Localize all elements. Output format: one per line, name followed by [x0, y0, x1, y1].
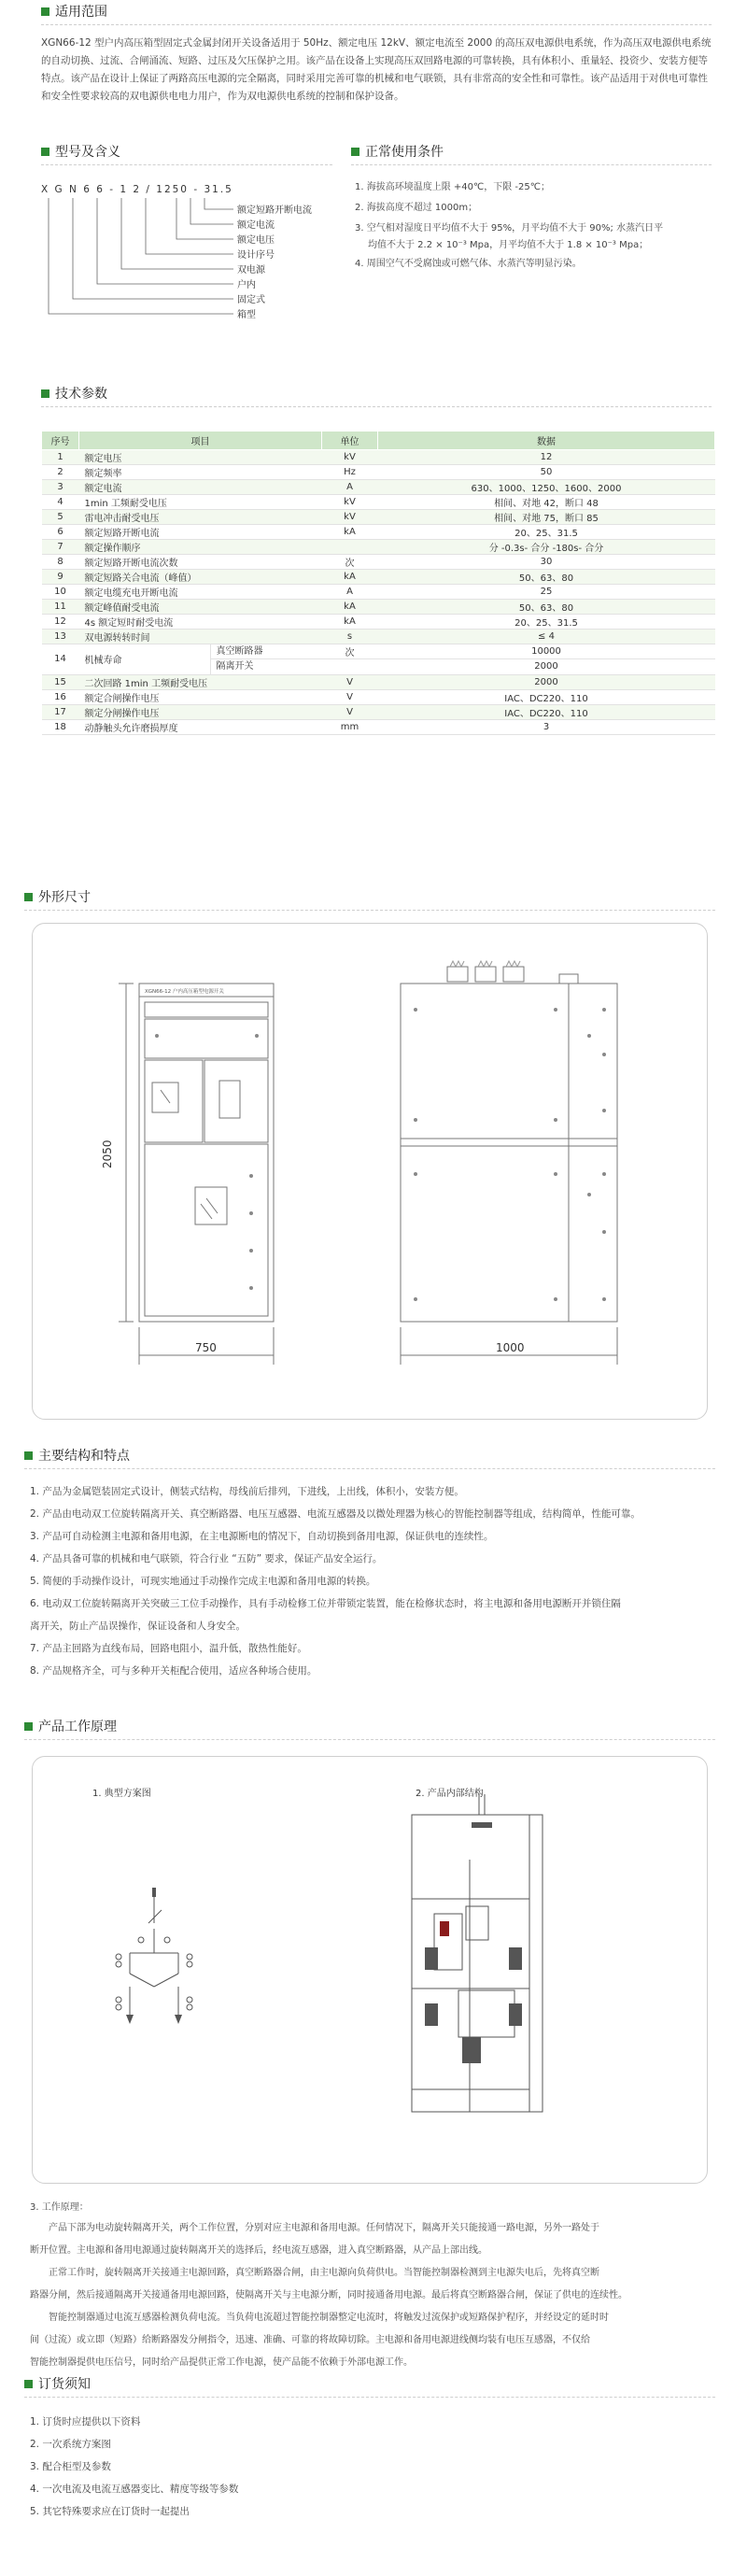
table-row	[42, 495, 715, 510]
model-label-2: 额定电流	[237, 220, 275, 231]
feature-item: 3. 产品可自动检测主电源和备用电源，在主电源断电的情况下，自动切换到备用电源，保证供电的连续性。	[30, 1531, 494, 1542]
model-label-4: 设计序号	[237, 250, 275, 261]
table-cell: 3	[378, 719, 715, 734]
table-row	[42, 674, 715, 689]
model-label-7: 固定式	[237, 295, 265, 305]
principle-line: 智能控制器提供电压信号，同时给产品提供正常工作电源，使产品能不依赖于外部电源工作。	[30, 2357, 413, 2368]
square-bullet-icon	[41, 389, 49, 398]
spec-sub-label: 隔离开关	[216, 660, 254, 672]
table-cell: 2000	[378, 674, 715, 689]
condition-item: 均值不大于 2.2 × 10⁻³ Mpa，月平均值不大于 1.8 × 10⁻³ Mpa；	[368, 240, 649, 250]
table-cell: A	[322, 480, 378, 495]
table-cell: 17	[42, 704, 79, 719]
table-cell: 二次回路 1min 工频耐受电压	[79, 674, 322, 689]
section-principle	[0, 1717, 747, 1740]
feature-item: 1. 产品为金属铠装固定式设计，侧装式结构，母线前后排列，下进线，上出线，体积小，安装方便。	[30, 1486, 464, 1497]
table-cell: 50	[378, 465, 715, 480]
specs-title: 技术参数	[55, 387, 107, 402]
dimensions-frame	[32, 923, 708, 1420]
feature-item: 4. 产品具备可靠的机械和电气联锁，符合行业 “五防” 要求，保证产品安全运行。	[30, 1553, 383, 1564]
table-cell: kV	[322, 495, 378, 510]
table-cell: 50、63、80	[378, 570, 715, 585]
square-bullet-icon	[24, 2380, 33, 2388]
model-label-8: 箱型	[237, 310, 256, 320]
scope-text: XGN66-12 型户内高压箱型固定式金属封闭开关设备适用于 50Hz、额定电压 12kV、额定电流至 2000 的高压双电源供电系统，作为高压双电源供电系统的自动切换、过流、合闸涌流、短路、过压及欠压保护之用。该产品在设备上实现高压双回路电源的可靠转换，具有体积小、重量轻、投资少、安装方便等特点。该产品在设计上保证了两路高压电源的完全隔离，同时采用完善可靠的机械和电气联锁，具有非常高的安全性和可靠性。该产品适用于对供电可靠性和安全性要求较高的双电源供电电力用户，作为双电源供电系统的控制和保护设备。	[41, 37, 712, 102]
condition-item: 3. 空气相对湿度日平均值不大于 95%，月平均值不大于 90%; 水蒸汽日平	[355, 223, 664, 234]
table-cell: A	[322, 585, 378, 600]
figure-1-title: 1. 典型方案图	[92, 1789, 151, 1799]
square-bullet-icon	[24, 893, 33, 901]
principle-drawing	[33, 1757, 709, 2185]
table-cell: 20、25、31.5	[378, 615, 715, 630]
model-label-3: 额定电压	[237, 235, 275, 246]
table-row	[42, 555, 715, 570]
table-cell: 额定电缆充电开断电流	[79, 585, 322, 600]
table-cell: 2000	[378, 659, 715, 674]
dimensions-title: 外形尺寸	[38, 890, 91, 905]
table-cell: 10000	[378, 644, 715, 659]
spec-item-label: 机械寿命	[84, 656, 122, 667]
table-cell	[322, 540, 378, 555]
figure-2-title: 2. 产品内部结构	[416, 1789, 484, 1799]
table-cell: 额定频率	[79, 465, 322, 480]
section-order	[0, 2374, 747, 2523]
table-cell: 2	[42, 465, 79, 480]
condition-item: 1. 海拔高环境温度上限 +40℃，下限 -25℃；	[355, 182, 550, 192]
principle-line: 产品下部为电动旋转隔离开关，两个工作位置，分别对应主电源和备用电源。任何情况下，隔离开关只能接通一路电源，另外一路处于	[49, 2223, 599, 2233]
table-cell: 额定合闸操作电压	[79, 689, 322, 704]
table-row	[42, 689, 715, 704]
table-cell	[322, 659, 378, 674]
square-bullet-icon	[24, 1451, 33, 1460]
table-cell: 额定短路开断电流次数	[79, 555, 322, 570]
table-cell: kA	[322, 525, 378, 540]
table-cell: 额定短路关合电流（峰值）	[79, 570, 322, 585]
model-diagram	[41, 196, 340, 364]
table-cell: Hz	[322, 465, 378, 480]
feature-item: 5. 简便的手动操作设计，可现实地通过手动操作完成主电源和备用电源的转换。	[30, 1576, 376, 1587]
feature-item: 6. 电动双工位旋转隔离开关突破三工位手动操作，具有手动检修工位并带锁定装置，能在检修状态时，将主电源和备用电源断开并锁住隔	[30, 1598, 621, 1609]
table-cell: 分 -0.3s- 合分 -180s- 合分	[378, 540, 715, 555]
square-bullet-icon	[351, 148, 359, 156]
table-cell: 相间、对地 75，断口 85	[378, 510, 715, 525]
section-model	[0, 142, 747, 366]
table-cell: 6	[42, 525, 79, 540]
table-row	[42, 600, 715, 615]
table-cell: 630、1000、1250、1600、2000	[378, 480, 715, 495]
table-cell: 次	[322, 644, 378, 659]
section-dimensions	[0, 887, 747, 911]
table-cell: kV	[322, 450, 378, 465]
table-cell: 50、63、80	[378, 600, 715, 615]
model-label-1: 额定短路开断电流	[237, 205, 312, 216]
table-cell: 10	[42, 585, 79, 600]
specs-table	[41, 431, 715, 735]
table-cell: 25	[378, 585, 715, 600]
table-cell: kA	[322, 600, 378, 615]
principle-subtitle: 3. 工作原理：	[30, 2202, 89, 2213]
table-cell: 额定峰值耐受电流	[79, 600, 322, 615]
table-row	[42, 465, 715, 480]
section-specs	[0, 384, 747, 734]
table-cell: 11	[42, 600, 79, 615]
table-cell: 1min 工频耐受电压	[79, 495, 322, 510]
order-item: 2. 一次系统方案图	[30, 2439, 111, 2450]
feature-item: 7. 产品主回路为直线布局，回路电阻小，温升低，散热性能好。	[30, 1643, 307, 1654]
table-cell: 5	[42, 510, 79, 525]
table-cell: 额定电流	[79, 480, 322, 495]
table-header: 单位	[322, 432, 378, 450]
table-cell: 8	[42, 555, 79, 570]
square-bullet-icon	[24, 1722, 33, 1731]
principle-frame	[32, 1756, 708, 2184]
scope-header	[41, 2, 747, 21]
model-label-6: 户内	[237, 280, 256, 290]
table-row	[42, 480, 715, 495]
table-cell: 4	[42, 495, 79, 510]
order-item: 3. 配合柜型及参数	[30, 2461, 111, 2472]
table-cell: 9	[42, 570, 79, 585]
square-bullet-icon	[41, 148, 49, 156]
principle-line: 正常工作时，旋转隔离开关接通主电源回路，真空断路器合闸，由主电源向负荷供电。当智能控制器检测到主电源失电后，先将真空断	[49, 2268, 599, 2278]
table-row	[42, 644, 715, 659]
table-cell: 雷电冲击耐受电压	[79, 510, 322, 525]
feature-item: 8. 产品规格齐全，可与多种开关柜配合使用，适应各种场合使用。	[30, 1665, 317, 1677]
dimensions-drawing	[33, 924, 709, 1421]
table-cell	[79, 644, 322, 675]
principle-title: 产品工作原理	[38, 1720, 117, 1734]
table-cell: 双电源转转时间	[79, 630, 322, 644]
table-cell: 20、25、31.5	[378, 525, 715, 540]
section-scope	[0, 2, 747, 106]
scope-title: 适用范围	[55, 5, 107, 20]
order-item: 5. 其它特殊要求应在订货时一起提出	[30, 2506, 190, 2517]
table-cell: 额定分闸操作电压	[79, 704, 322, 719]
conditions-title: 正常使用条件	[365, 145, 444, 160]
features-title: 主要结构和特点	[38, 1449, 130, 1464]
table-cell: 18	[42, 719, 79, 734]
dim-depth: 1000	[496, 1341, 525, 1354]
table-row	[42, 585, 715, 600]
principle-line: 智能控制器通过电流互感器检测负荷电流。当负荷电流超过智能控制器整定电流时，将触发过流保护或短路保护程序，并经设定的延时时	[49, 2313, 609, 2323]
table-row	[42, 525, 715, 540]
condition-item: 2. 海拔高度不超过 1000m；	[355, 203, 478, 213]
table-row	[42, 719, 715, 734]
table-cell: 1	[42, 450, 79, 465]
table-header: 项目	[79, 432, 322, 450]
table-cell: ≤ 4	[378, 630, 715, 644]
table-cell: IAC、DC220、110	[378, 704, 715, 719]
table-cell: V	[322, 704, 378, 719]
table-cell: kA	[322, 570, 378, 585]
table-cell: 额定操作顺序	[79, 540, 322, 555]
principle-line: 间（过流）或立即（短路）给断路器发分闸指令，迅速、准确、可靠的将故障切除。主电源和备用电源进线侧均装有电压互感器，不仅给	[30, 2335, 590, 2345]
table-cell: kV	[322, 510, 378, 525]
table-row	[42, 450, 715, 465]
table-cell: V	[322, 689, 378, 704]
table-row	[42, 540, 715, 555]
table-cell: 相间、对地 42，断口 48	[378, 495, 715, 510]
table-row	[42, 630, 715, 644]
table-cell: s	[322, 630, 378, 644]
principle-line: 断开位置。主电源和备用电源通过旋转隔离开关的选择后，经电流互感器，进入真空断路器，从产品上部出线。	[30, 2245, 487, 2256]
table-cell: 30	[378, 555, 715, 570]
dim-height: 2050	[101, 1139, 114, 1168]
section-features	[0, 1446, 747, 1682]
table-header: 数据	[378, 432, 715, 450]
model-title: 型号及含义	[55, 145, 120, 160]
table-cell: 3	[42, 480, 79, 495]
condition-item: 4. 周围空气不受腐蚀或可燃气体、水蒸汽等明显污染。	[355, 259, 582, 269]
table-cell: V	[322, 674, 378, 689]
dim-width: 750	[195, 1341, 217, 1354]
feature-item: 2. 产品由电动双工位旋转隔离开关、真空断路器、电压互感器、电流互感器及以微处理器为核心的智能控制器等组成，结构简单，性能可靠。	[30, 1508, 641, 1520]
table-cell: 额定短路开断电流	[79, 525, 322, 540]
order-item: 4. 一次电流及电流互感器变比、精度等级等参数	[30, 2484, 239, 2495]
table-cell: mm	[322, 719, 378, 734]
order-item: 1. 订货时应提供以下资料	[30, 2416, 141, 2427]
table-cell: 15	[42, 674, 79, 689]
principle-line: 路器分闸，然后接通隔离开关接通备用电源回路，使隔离开关与主电源分断，同时接通备用电源。最后将真空断路器合闸，保证了供电的连续性。	[30, 2290, 627, 2300]
feature-item: 离开关，防止产品误操作，保证设备和人身安全。	[30, 1621, 246, 1632]
table-cell: 13	[42, 630, 79, 644]
table-cell: 12	[42, 615, 79, 630]
spec-sub-label: 真空断路器	[211, 644, 322, 659]
panel-nameplate: XGN66-12 户内高压箱型电源开关	[145, 989, 224, 995]
table-cell: 12	[378, 450, 715, 465]
table-row	[42, 615, 715, 630]
table-cell: IAC、DC220、110	[378, 689, 715, 704]
order-title: 订货须知	[38, 2377, 91, 2392]
model-code: X G N 6 6 - 1 2 / 1250 - 31.5	[41, 184, 233, 195]
table-row	[42, 570, 715, 585]
table-row	[42, 510, 715, 525]
square-bullet-icon	[41, 7, 49, 16]
table-cell: 次	[322, 555, 378, 570]
table-cell: 16	[42, 689, 79, 704]
table-cell: 7	[42, 540, 79, 555]
table-cell: 14	[42, 644, 79, 675]
table-cell: 动静触头允许磨损厚度	[79, 719, 322, 734]
table-cell: kA	[322, 615, 378, 630]
table-row	[42, 704, 715, 719]
table-cell: 4s 额定短时耐受电流	[79, 615, 322, 630]
table-header: 序号	[42, 432, 79, 450]
table-cell: 额定电压	[79, 450, 322, 465]
model-label-5: 双电源	[237, 265, 265, 276]
